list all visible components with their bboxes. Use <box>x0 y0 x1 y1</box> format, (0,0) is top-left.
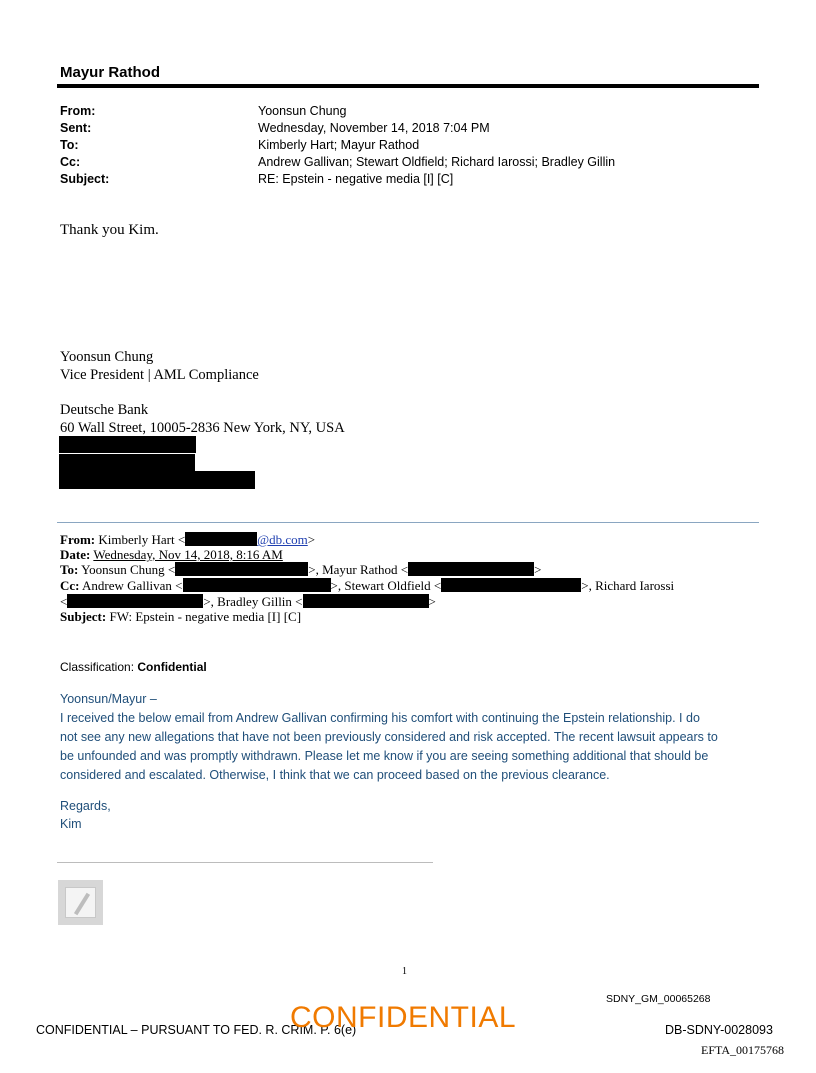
fwd-from-close: > <box>307 532 316 547</box>
redaction-box <box>67 594 203 608</box>
bates-db: DB-SDNY-0028093 <box>665 1023 773 1037</box>
fwd-cc-c: >, Richard Iarossi <box>581 578 675 593</box>
cc-value: Andrew Gallivan; Stewart Oldfield; Richard Iarossi; Bradley Gillin <box>258 155 616 169</box>
message-body <box>60 709 718 785</box>
fwd-to-b: >, Mayur Rathod < <box>308 562 409 577</box>
message-signoff: Kim <box>60 817 82 831</box>
page-number: 1 <box>402 966 407 977</box>
redaction-box <box>185 532 257 546</box>
fwd-cc-line-2 <box>60 594 436 610</box>
logo-slash <box>74 893 90 915</box>
redaction-box <box>183 578 331 592</box>
document-owner-name: Mayur Rathod <box>60 64 161 81</box>
to-value: Kimberly Hart; Mayur Rathod <box>258 138 420 152</box>
message-line: considered and escalated. Otherwise, I think that we can proceed based on the previous clearance. <box>60 768 610 782</box>
redaction-box <box>59 471 255 489</box>
redaction-box <box>303 594 429 608</box>
reply-body: Thank you Kim. <box>60 222 159 238</box>
fwd-date-label: Date: <box>60 547 91 562</box>
separator-line <box>57 522 759 523</box>
fwd-cc2-c: > <box>428 594 436 609</box>
deutsche-bank-logo-icon <box>58 880 103 925</box>
redaction-box <box>408 562 534 576</box>
from-label: From: <box>60 104 96 118</box>
to-label: To: <box>60 138 79 152</box>
fwd-to-a: Yoonsun Chung < <box>81 562 176 577</box>
subject-label: Subject: <box>60 172 110 186</box>
message-greeting: Yoonsun/Mayur – <box>60 692 157 706</box>
from-value: Yoonsun Chung <box>258 104 347 118</box>
classification-value: Confidential <box>137 660 207 674</box>
fwd-date-value: Wednesday, Nov 14, 2018, 8:16 AM <box>93 547 283 562</box>
fwd-cc-b: >, Stewart Oldfield < <box>330 578 442 593</box>
message-line: I received the below email from Andrew Gallivan confirming his comfort with continuing the Epstein relationship. I do <box>60 711 700 725</box>
cc-label: Cc: <box>60 155 81 169</box>
fwd-cc-label: Cc: <box>60 578 80 593</box>
signature-name: Yoonsun Chung <box>60 349 154 365</box>
confidential-notice: CONFIDENTIAL – PURSUANT TO FED. R. CRIM. P. 6(e) <box>36 1023 357 1037</box>
sent-label: Sent: <box>60 121 92 135</box>
message-closing: Regards, <box>60 799 111 813</box>
redaction-box <box>175 562 308 576</box>
header-rule <box>57 84 759 88</box>
fwd-date-line <box>60 547 283 563</box>
classification-line <box>60 660 207 674</box>
message-line: be unfounded and was promptly withdrawn. Please let me know if you are seeing something additional that should be <box>60 749 709 763</box>
signature-address: 60 Wall Street, 10005-2836 New York, NY, USA <box>60 420 345 436</box>
fwd-from-name: Kimberly Hart < <box>98 532 186 547</box>
sent-value: Wednesday, November 14, 2018 7:04 PM <box>258 121 490 135</box>
fwd-to-line <box>60 562 541 578</box>
efta-number: EFTA_00175768 <box>701 1043 785 1057</box>
fwd-subject-label: Subject: <box>60 609 107 624</box>
fwd-cc-a: Andrew Gallivan < <box>82 578 183 593</box>
fwd-from-line <box>60 532 315 548</box>
fwd-cc-line <box>60 578 674 594</box>
fwd-from-label: From: <box>60 532 96 547</box>
redaction-box <box>59 436 196 453</box>
fwd-cc2-a: < <box>60 594 68 609</box>
fwd-subject-value: FW: Epstein - negative media [I] [C] <box>109 609 302 624</box>
confidential-stamp: CONFIDENTIAL <box>290 1001 517 1034</box>
fwd-to-label: To: <box>60 562 79 577</box>
classification-label: Classification: <box>60 660 135 674</box>
message-line: not see any new allegations that have not been previously considered and risk accepted. The recent lawsuit appears to <box>60 730 718 744</box>
signature-company: Deutsche Bank <box>60 402 149 418</box>
signature-title: Vice President | AML Compliance <box>60 367 259 383</box>
signature-divider <box>57 862 433 863</box>
redaction-box <box>441 578 581 592</box>
fwd-from-domain-link[interactable]: @db.com <box>257 532 308 547</box>
bates-sdny: SDNY_GM_00065268 <box>606 993 711 1005</box>
subject-value: RE: Epstein - negative media [I] [C] <box>258 172 454 186</box>
redaction-box <box>59 454 195 471</box>
fwd-subject-line <box>60 609 301 625</box>
fwd-to-c: > <box>534 562 542 577</box>
fwd-cc2-b: >, Bradley Gillin < <box>203 594 303 609</box>
logo-square <box>65 887 96 918</box>
